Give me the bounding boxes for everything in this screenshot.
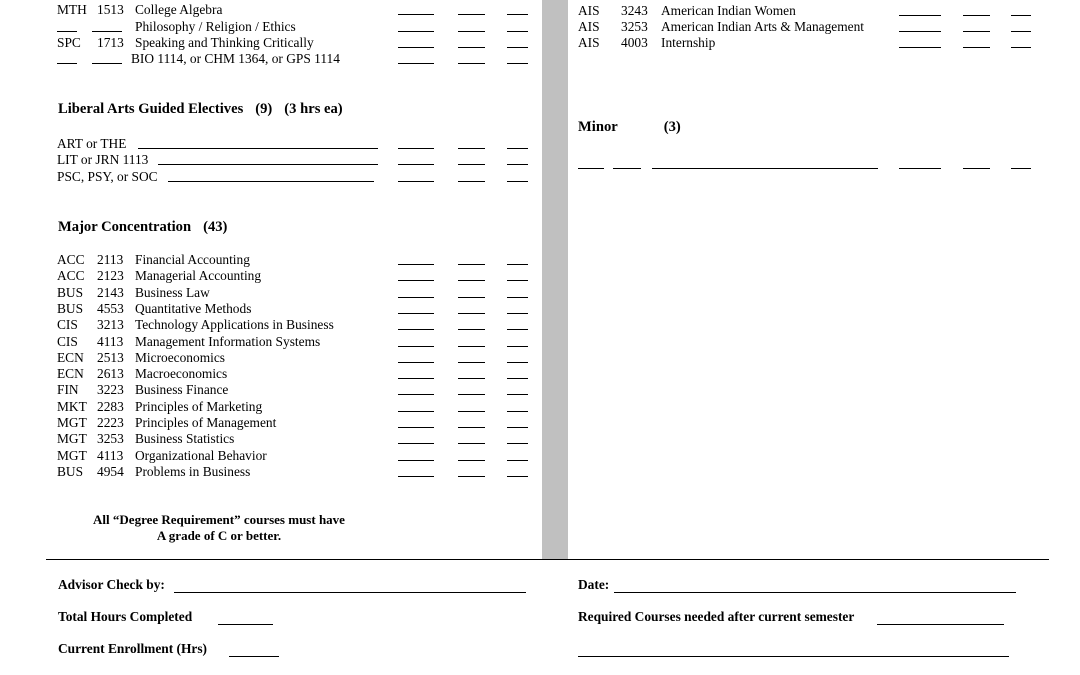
hours-blank[interactable] <box>458 14 485 15</box>
course-number: 1713 <box>97 35 124 50</box>
date-label: Date: <box>578 577 610 592</box>
grade-blank[interactable] <box>1011 47 1031 48</box>
grade-blank[interactable] <box>507 411 528 412</box>
hours-blank[interactable] <box>458 394 485 395</box>
footer-divider <box>46 559 1049 560</box>
course-title: Microeconomics <box>135 349 225 365</box>
course-number: 4553 <box>97 300 124 316</box>
grade-blank[interactable] <box>1011 15 1031 16</box>
course-dept: CIS <box>57 333 78 349</box>
hours-blank[interactable] <box>458 164 485 165</box>
semester-blank[interactable] <box>398 443 434 444</box>
semester-blank[interactable] <box>398 31 434 32</box>
grade-note-line1: All “Degree Requirement” courses must have <box>93 512 345 527</box>
minor-count: (3) <box>663 119 681 135</box>
course-row <box>57 431 537 447</box>
course-number: 3253 <box>621 19 648 34</box>
course-row <box>57 366 537 382</box>
course-row <box>57 334 537 350</box>
course-number: 2513 <box>97 349 124 365</box>
hours-blank[interactable] <box>458 297 485 298</box>
required-courses-field <box>578 609 854 625</box>
hours-blank[interactable] <box>458 280 485 281</box>
hours-blank[interactable] <box>963 31 990 32</box>
course-row <box>57 448 537 464</box>
course-number: 2123 <box>97 268 124 284</box>
elective-label: ART or THE <box>57 136 127 151</box>
semester-blank[interactable] <box>398 427 434 428</box>
elective-course-blank[interactable] <box>138 148 378 149</box>
semester-blank[interactable] <box>398 411 434 412</box>
course-number: 2223 <box>97 415 124 430</box>
course-dept: BUS <box>57 300 84 316</box>
course-dept: BUS <box>57 284 84 300</box>
course-row <box>57 19 537 35</box>
grade-blank[interactable] <box>507 443 528 444</box>
course-title: Business Statistics <box>135 431 235 447</box>
course-title: Principles of Management <box>135 415 277 430</box>
course-number: 2283 <box>97 398 124 414</box>
course-title: Financial Accounting <box>135 252 250 267</box>
grade-blank[interactable] <box>1011 31 1031 32</box>
grade-blank[interactable] <box>507 148 528 149</box>
course-dept: AIS <box>578 35 600 50</box>
course-title: Managerial Accounting <box>135 268 262 284</box>
elective-label: PSC, PSY, or SOC <box>57 169 158 184</box>
minor-num-blank[interactable] <box>613 168 641 169</box>
advisor-blank[interactable] <box>174 592 526 593</box>
liberal-arts-title: Liberal Arts Guided Electives <box>58 101 244 117</box>
dept-blank[interactable] <box>57 63 77 64</box>
course-title: Internship <box>661 35 716 50</box>
hours-blank[interactable] <box>458 362 485 363</box>
dept-blank[interactable] <box>57 31 77 32</box>
semester-blank[interactable] <box>899 47 941 48</box>
total-hours-field <box>58 609 192 625</box>
semester-blank[interactable] <box>899 31 941 32</box>
course-row <box>57 464 537 480</box>
hours-blank[interactable] <box>458 346 485 347</box>
course-title: Technology Applications in Business <box>135 317 334 333</box>
course-dept: MGT <box>57 431 87 447</box>
course-title: American Indian Arts & Management <box>661 19 865 34</box>
course-title: College Algebra <box>135 2 223 17</box>
enrollment-label: Current Enrollment (Hrs) <box>58 641 208 656</box>
semester-blank[interactable] <box>899 15 941 16</box>
semester-blank[interactable] <box>398 164 434 165</box>
grade-blank[interactable] <box>507 427 528 428</box>
hours-blank[interactable] <box>458 411 485 412</box>
course-title: Macroeconomics <box>135 366 228 382</box>
course-dept: MGT <box>57 415 87 430</box>
liberal-arts-heading <box>58 100 355 118</box>
column-divider <box>542 0 568 560</box>
course-row <box>57 2 537 18</box>
hours-blank[interactable] <box>458 443 485 444</box>
required-courses-label: Required Courses needed after current semester <box>578 609 855 624</box>
course-row <box>578 35 1058 51</box>
semester-blank[interactable] <box>398 47 434 48</box>
minor-entry-row <box>578 156 1038 172</box>
grade-blank[interactable] <box>507 164 528 165</box>
grade-blank[interactable] <box>507 264 528 265</box>
minor-title: Minor <box>578 119 618 135</box>
grade-blank[interactable] <box>507 14 528 15</box>
course-title: Speaking and Thinking Critically <box>135 35 314 50</box>
date-field <box>578 577 609 593</box>
semester-blank[interactable] <box>398 329 434 330</box>
course-row <box>57 350 537 366</box>
grade-blank[interactable] <box>507 313 528 314</box>
required-courses-blank[interactable] <box>877 624 1004 625</box>
elective-row <box>57 136 537 152</box>
course-row <box>57 382 537 398</box>
course-dept: SPC <box>57 35 81 50</box>
course-dept: MKT <box>57 398 87 414</box>
hours-blank[interactable] <box>458 47 485 48</box>
grade-blank[interactable] <box>507 378 528 379</box>
semester-blank[interactable] <box>398 313 434 314</box>
hours-blank[interactable] <box>458 63 485 64</box>
number-blank[interactable] <box>92 31 122 32</box>
major-heading <box>58 218 239 236</box>
course-number: 4113 <box>97 333 124 349</box>
semester-blank[interactable] <box>398 14 434 15</box>
course-title: Quantitative Methods <box>135 300 252 316</box>
grade-blank[interactable] <box>507 280 528 281</box>
grade-blank[interactable] <box>507 47 528 48</box>
date-blank[interactable] <box>614 592 1016 593</box>
elective-label: LIT or JRN 1113 <box>57 152 149 167</box>
course-row <box>57 399 537 415</box>
minor-heading <box>578 118 693 136</box>
course-dept: MTH <box>57 2 87 17</box>
grade-blank[interactable] <box>507 181 528 182</box>
minor-grade-blank[interactable] <box>1011 168 1031 169</box>
hours-blank[interactable] <box>458 427 485 428</box>
grade-blank[interactable] <box>507 476 528 477</box>
semester-blank[interactable] <box>398 63 434 64</box>
semester-blank[interactable] <box>398 476 434 477</box>
minor-hrs-blank[interactable] <box>963 168 990 169</box>
course-dept: BUS <box>57 463 84 479</box>
grade-note-line2: A grade of C or better. <box>156 528 282 543</box>
hours-blank[interactable] <box>458 313 485 314</box>
number-blank[interactable] <box>92 63 122 64</box>
course-title: Management Information Systems <box>135 333 321 349</box>
elective-course-blank[interactable] <box>158 164 378 165</box>
course-number: 4003 <box>621 35 648 50</box>
grade-blank[interactable] <box>507 329 528 330</box>
course-number: 2113 <box>97 252 124 267</box>
course-row <box>578 3 1058 19</box>
course-dept: ECN <box>57 349 84 365</box>
hours-blank[interactable] <box>458 329 485 330</box>
course-title: Philosophy / Religion / Ethics <box>135 19 296 34</box>
hours-blank[interactable] <box>458 181 485 182</box>
course-row <box>57 301 537 317</box>
course-dept: CIS <box>57 317 78 333</box>
semester-blank[interactable] <box>398 181 434 182</box>
course-row <box>57 415 537 431</box>
minor-title-blank[interactable] <box>652 168 878 169</box>
course-row <box>578 19 1058 35</box>
semester-blank[interactable] <box>398 264 434 265</box>
course-dept: MGT <box>57 447 87 463</box>
hours-blank[interactable] <box>458 476 485 477</box>
course-number: 3253 <box>97 431 124 447</box>
semester-blank[interactable] <box>398 394 434 395</box>
course-number: 3243 <box>621 3 648 18</box>
course-number: 4954 <box>97 463 124 479</box>
advisor-field <box>58 577 165 593</box>
course-row <box>57 35 537 51</box>
course-title: BIO 1114, or CHM 1364, or GPS 1114 <box>131 51 340 66</box>
minor-dept-blank[interactable] <box>578 168 604 169</box>
semester-blank[interactable] <box>398 378 434 379</box>
hours-blank[interactable] <box>458 460 485 461</box>
course-row <box>57 285 537 301</box>
elective-course-blank[interactable] <box>168 181 374 182</box>
semester-blank[interactable] <box>398 362 434 363</box>
course-title: Business Finance <box>135 382 229 398</box>
major-title: Major Concentration <box>58 219 192 235</box>
course-dept: FIN <box>57 382 79 398</box>
grade-note <box>60 512 378 544</box>
semester-blank[interactable] <box>398 346 434 347</box>
course-title: Business Law <box>135 284 210 300</box>
enrollment-blank[interactable] <box>229 656 279 657</box>
hours-blank[interactable] <box>458 148 485 149</box>
semester-blank[interactable] <box>398 297 434 298</box>
grade-blank[interactable] <box>507 297 528 298</box>
course-title: American Indian Women <box>661 3 796 18</box>
grade-blank[interactable] <box>507 63 528 64</box>
minor-sem-blank[interactable] <box>899 168 941 169</box>
advisor-label: Advisor Check by: <box>58 577 165 592</box>
total-hours-label: Total Hours Completed <box>58 609 193 624</box>
required-courses-extra-blank[interactable] <box>578 656 1009 657</box>
semester-blank[interactable] <box>398 280 434 281</box>
course-title: Organizational Behavior <box>135 447 267 463</box>
grade-blank[interactable] <box>507 362 528 363</box>
course-row <box>57 268 537 284</box>
hours-blank[interactable] <box>458 264 485 265</box>
course-dept: AIS <box>578 3 600 18</box>
grade-blank[interactable] <box>507 394 528 395</box>
elective-row <box>57 169 537 185</box>
course-number: 4113 <box>97 447 124 463</box>
grade-blank[interactable] <box>507 31 528 32</box>
elective-row <box>57 152 537 168</box>
course-title: Problems in Business <box>135 463 251 479</box>
liberal-arts-count: (9) <box>255 101 273 117</box>
major-count: (43) <box>203 219 228 235</box>
course-row <box>57 252 537 268</box>
course-row <box>57 317 537 333</box>
course-dept: AIS <box>578 19 600 34</box>
grade-blank[interactable] <box>507 460 528 461</box>
hours-blank[interactable] <box>458 378 485 379</box>
hours-blank[interactable] <box>458 31 485 32</box>
liberal-arts-hours: (3 hrs ea) <box>284 101 343 117</box>
course-number: 3213 <box>97 317 124 333</box>
course-number: 2613 <box>97 366 124 382</box>
course-number: 1513 <box>97 2 124 17</box>
course-dept: ACC <box>57 252 85 267</box>
total-hours-blank[interactable] <box>218 624 273 625</box>
enrollment-field <box>58 641 207 657</box>
hours-blank[interactable] <box>963 15 990 16</box>
course-dept: ECN <box>57 366 84 382</box>
grade-blank[interactable] <box>507 346 528 347</box>
course-dept: ACC <box>57 268 85 284</box>
course-title: Principles of Marketing <box>135 398 263 414</box>
course-number: 3223 <box>97 382 124 398</box>
semester-blank[interactable] <box>398 148 434 149</box>
semester-blank[interactable] <box>398 460 434 461</box>
course-number: 2143 <box>97 284 124 300</box>
course-row <box>57 51 537 67</box>
hours-blank[interactable] <box>963 47 990 48</box>
